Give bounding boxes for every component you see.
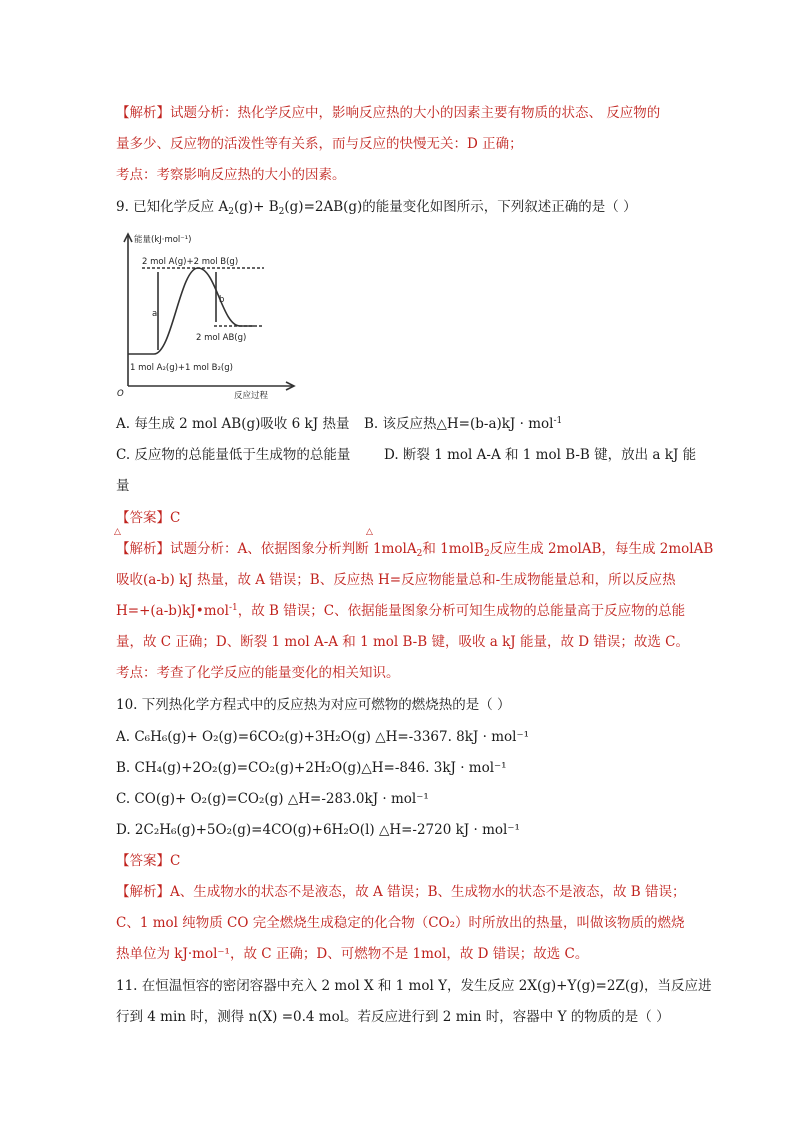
question-9-option-a: A. 每生成 2 mol AB(g)吸收 6 kJ 热量 [116, 416, 350, 432]
question-9-option-d: D. 断裂 1 mol A-A 和 1 mol B-B 键，放出 a kJ 能 [384, 447, 697, 463]
question-10-analysis-line-1: 【解析】A、生成物水的状态不是液态，故 A 错误；B、生成物水的状态不是液态，故 B 错误； [116, 884, 686, 900]
energy-diagram-figure [114, 228, 304, 402]
analysis-8-point: 考点：考察影响反应热的大小的因素。 [116, 167, 346, 183]
question-9-point: 考点：考查了化学反应的能量变化的相关知识。 [116, 665, 400, 681]
mid-level-label: 2 mol AB(g) [196, 333, 247, 343]
question-9-stem: 9. 已知化学反应 $A_2(g)+ B_2(g)=2AB(g)$的能量变化如图所示，下列叙述正确的是（ ） [116, 199, 637, 217]
a-label: a [152, 309, 158, 319]
analysis-tag: 【解析】 [116, 105, 170, 121]
origin-label: O [117, 389, 124, 399]
question-10-option-c: C. CO(g)+ O₂(g)=CO₂(g) △H=-283.0kJ · mol⁻¹ [116, 791, 429, 807]
question-10-option-a: A. C₆H₆(g)+ O₂(g)=6CO₂(g)+3H₂O(g) △H=-3367. 8kJ · mol⁻¹ [116, 729, 530, 745]
question-11-line-2: 行到 4 min 时，测得 n(X) =0.4 mol。若反应进行到 2 min 时，容器中 Y 的物质的是（ ） [116, 1009, 670, 1025]
low-level-label: 1 mol A₂(g)+1 mol B₂(g) [130, 363, 233, 373]
question-9-option-d-cont: 量 [116, 478, 130, 494]
question-10-analysis-line-2: C、1 mol 纯物质 CO 完全燃烧生成稳定的化合物（CO₂）时所放出的热量，叫做该物质的燃烧 [116, 915, 685, 931]
triangle-mark-mid: △ [366, 527, 373, 537]
triangle-mark-left: △ [114, 527, 121, 537]
question-10-answer: 【答案】C [116, 853, 181, 869]
question-10-option-b: B. CH₄(g)+2O₂(g)=CO₂(g)+2H₂O(g)△H=-846. 3kJ · mol⁻¹ [116, 760, 507, 776]
question-9-analysis-line-3: H=+(a-b)kJ•mol$^{-1}$，故 B 错误；C、依据能量图象分析可知生成物的总能量高于反应物的总能 [116, 603, 686, 619]
question-10-stem: 10. 下列热化学方程式中的反应热为对应可燃物的燃烧热的是（ ） [116, 697, 511, 713]
question-9-option-b: B. 该反应热△H=(b-a)kJ · mol$^{-1}$ [364, 416, 563, 432]
question-9-analysis-line-4: 量，故 C 正确；D、断裂 1 mol A-A 和 1 mol B-B 键，吸收 a kJ 能量，故 D 错误；故选 C。 [116, 634, 689, 650]
b-label: b [219, 295, 225, 305]
x-axis-label: 反应过程 [234, 391, 269, 401]
question-10-option-d: D. 2C₂H₆(g)+5O₂(g)=4CO(g)+6H₂O(l) △H=-2720 kJ · mol⁻¹ [116, 822, 520, 838]
top-level-label: 2 mol A(g)+2 mol B(g) [142, 257, 239, 267]
question-9-analysis-line-2: 吸收(a-b) kJ 热量，故 A 错误；B、反应热 H=反应物能量总和-生成物能量总和，所以反应热 [116, 572, 676, 588]
y-axis-label: 能量(kJ·mol⁻¹) [134, 235, 192, 245]
question-9-answer: 【答案】C [116, 510, 181, 526]
analysis-8-line-2: 量多少、反应物的活泼性等有关系，而与反应的快慢无关：D 正确； [116, 136, 523, 152]
analysis-8-line-1: 【解析】试题分析：热化学反应中，影响反应热的大小的因素主要有物质的状态、 反应物的 [116, 105, 661, 121]
question-11-line-1: 11. 在恒温恒容的密闭容器中充入 2 mol X 和 1 mol Y，发生反应 2X(g)+Y(g)=2Z(g)，当反应进 [116, 978, 712, 994]
question-9-option-c: C. 反应物的总能量低于生成物的总能量 [116, 447, 351, 463]
question-10-analysis-line-3: 热单位为 kJ·mol⁻¹，故 C 正确；D、可燃物不是 1mol，故 D 错误；故选 C。 [116, 946, 589, 962]
question-9-analysis-line-1: 【解析】试题分析：A、依据图象分析判断 1molA$_2$和 1molB$_2$反应生成 2molAB，每生成 2molAB [116, 541, 714, 559]
